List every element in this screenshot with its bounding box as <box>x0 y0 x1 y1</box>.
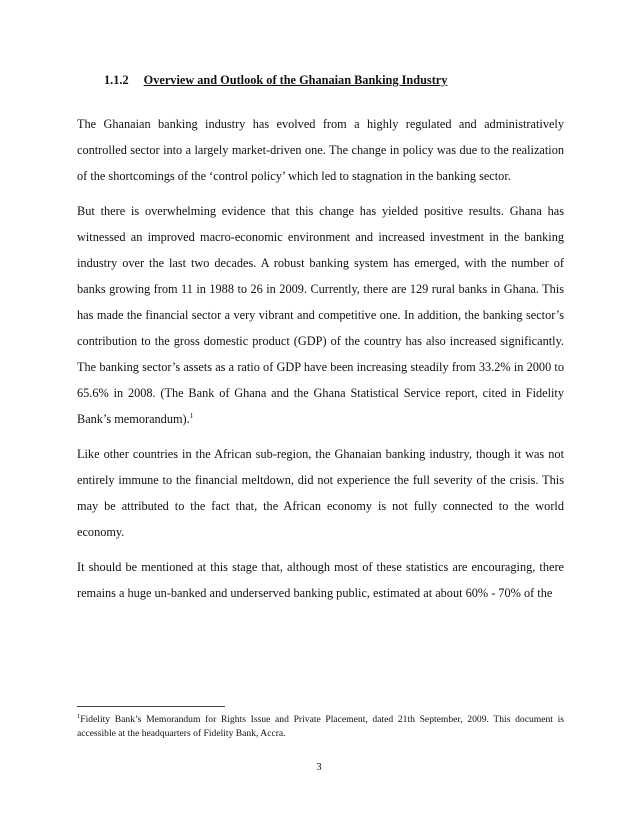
footnote-marker: 1 <box>77 712 81 720</box>
paragraph-2-text: But there is overwhelming evidence that this change has yielded positive results. Ghana has witnessed an improved macro-economic environment and increased investment in the banking industry over the last two decades. A robust banking system has emerged, with the number of banks growing from 11 in 1988 to 26 in 2009. Currently, there are 129 rural banks in Ghana. This has made the financial sector a very vibrant and competitive one. In addition, the banking sector’s contribution to the gross domestic product (GDP) of the country has also increased significantly. The banking sector’s assets as a ratio of GDP have been increasing steadily from 33.2% in 2000 to 65.6% in 2008. (The Bank of Ghana and the Ghana Statistical Service report, cited in Fidelity Bank’s memorandum). <box>77 204 564 426</box>
paragraph-4: It should be mentioned at this stage that, although most of these statistics are encouraging, there remains a huge un-banked and underserved banking public, estimated at about 60% - 70% of the <box>77 560 564 600</box>
footnote-text: Fidelity Bank’s Memorandum for Rights Issue and Private Placement, dated 21th September, 2009. This document is accessible at the headquarters of Fidelity Bank, Accra. <box>77 714 564 739</box>
section-title: Overview and Outlook of the Ghanaian Banking Industry <box>143 73 448 87</box>
footnote-reference: 1 <box>189 410 194 420</box>
body-text <box>77 111 564 615</box>
paragraph-1: The Ghanaian banking industry has evolved from a highly regulated and administratively controlled sector into a largely market-driven one. The change in policy was due to the realization of the shortcomings of the ‘control policy’ which led to stagnation in the banking sector. <box>77 117 564 183</box>
section-heading <box>104 73 447 88</box>
footnote-separator <box>77 706 225 707</box>
paragraph-2 <box>77 198 564 432</box>
paragraph-3: Like other countries in the African sub-region, the Ghanaian banking industry, though it was not entirely immune to the financial meltdown, did not experience the full severity of the crisis. This may be attributed to the fact that, the African economy is not fully connected to the world economy. <box>77 447 564 539</box>
page-number: 3 <box>316 762 322 773</box>
section-number: 1.1.2 <box>104 73 129 87</box>
footnote <box>77 713 564 741</box>
